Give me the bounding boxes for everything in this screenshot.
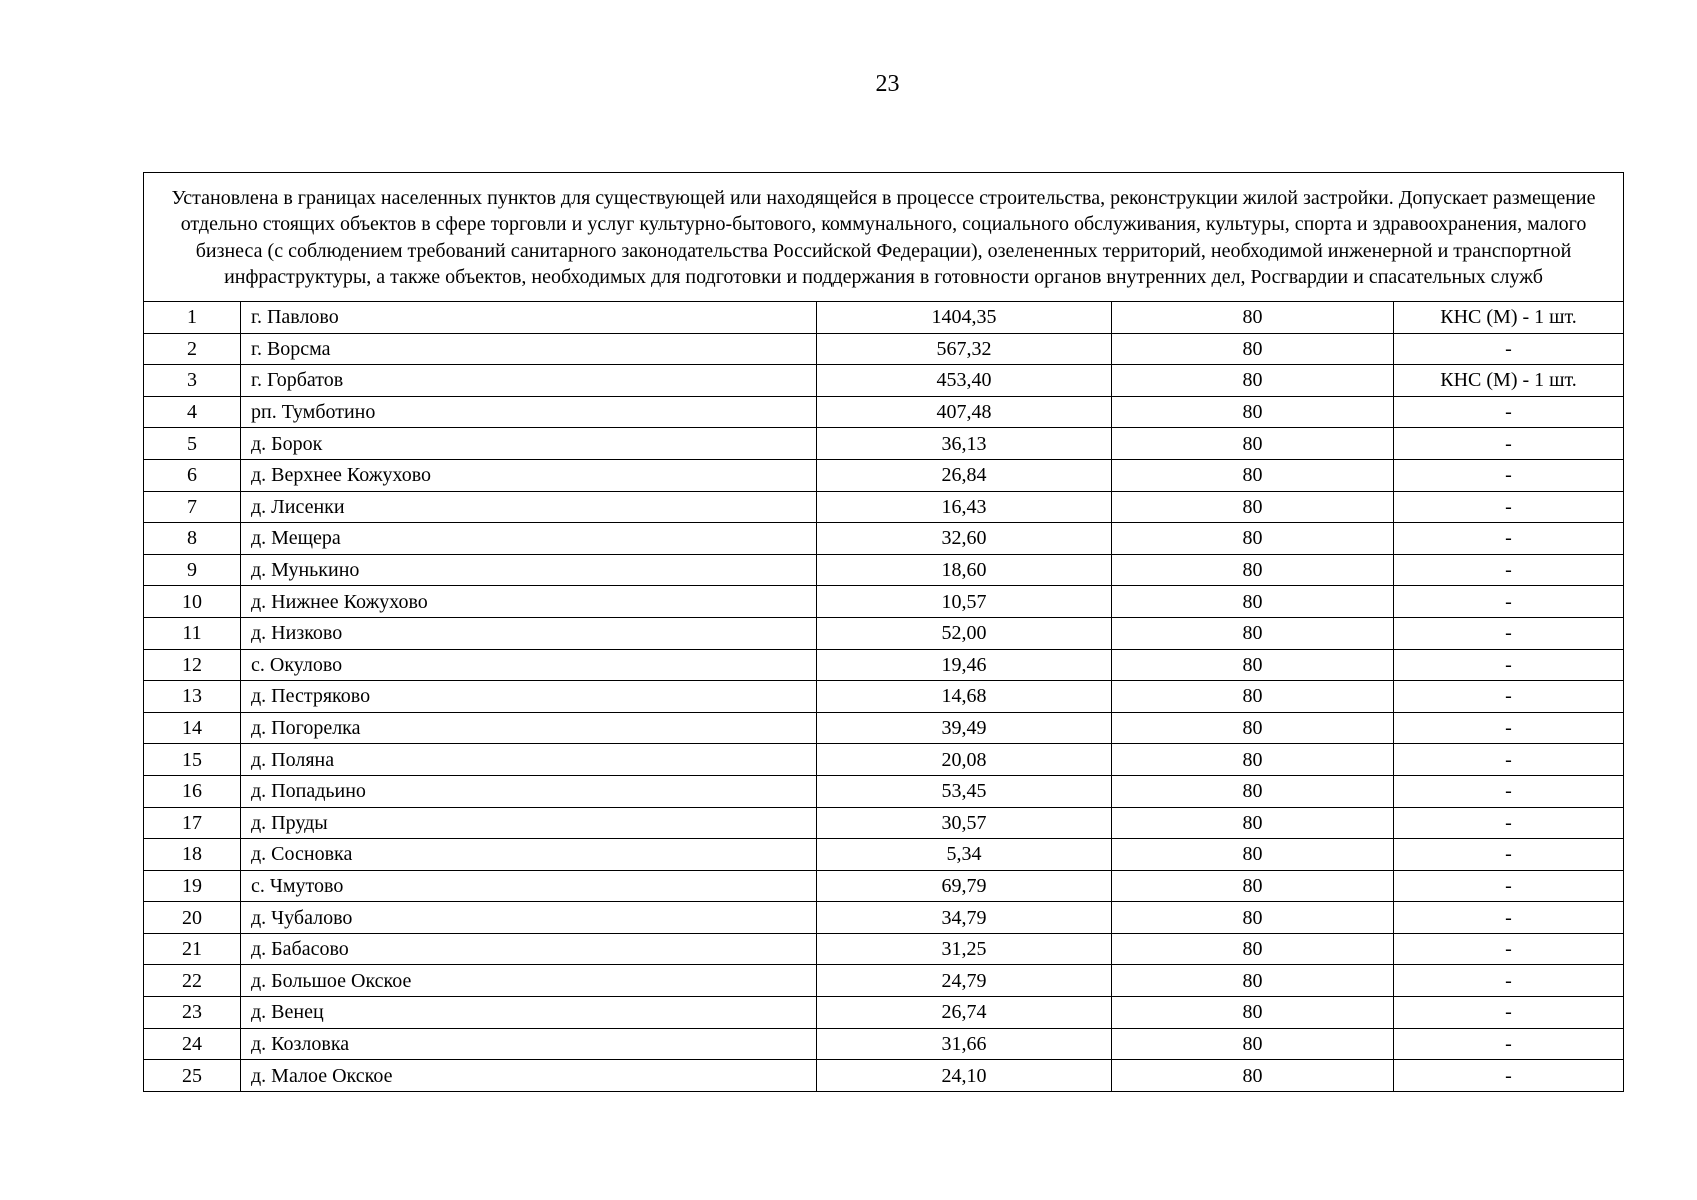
settlement-name: д. Мещера (241, 523, 817, 555)
settlement-name: рп. Тумботино (241, 396, 817, 428)
percent-value: 80 (1112, 1060, 1394, 1092)
row-number: 13 (144, 681, 241, 713)
area-value: 453,40 (817, 365, 1112, 397)
settlement-name: д. Борок (241, 428, 817, 460)
percent-value: 80 (1112, 396, 1394, 428)
area-value: 24,10 (817, 1060, 1112, 1092)
area-value: 26,74 (817, 997, 1112, 1029)
table-row (144, 965, 1624, 997)
area-value: 30,57 (817, 807, 1112, 839)
settlement-name: д. Попадьино (241, 775, 817, 807)
facility-value: - (1394, 396, 1624, 428)
area-value: 24,79 (817, 965, 1112, 997)
facility-value: - (1394, 681, 1624, 713)
row-number: 15 (144, 744, 241, 776)
facility-value: - (1394, 1028, 1624, 1060)
settlement-name: д. Верхнее Кожухово (241, 459, 817, 491)
table-row (144, 870, 1624, 902)
facility-value: - (1394, 807, 1624, 839)
percent-value: 80 (1112, 965, 1394, 997)
settlement-name: д. Погорелка (241, 712, 817, 744)
facility-value: - (1394, 712, 1624, 744)
percent-value: 80 (1112, 428, 1394, 460)
row-number: 22 (144, 965, 241, 997)
facility-value: - (1394, 775, 1624, 807)
table-row (144, 1060, 1624, 1092)
row-number: 14 (144, 712, 241, 744)
percent-value: 80 (1112, 523, 1394, 555)
row-number: 20 (144, 902, 241, 934)
facility-value: КНС (М) - 1 шт. (1394, 302, 1624, 334)
table-row (144, 491, 1624, 523)
facility-value: - (1394, 554, 1624, 586)
percent-value: 80 (1112, 1028, 1394, 1060)
facility-value: - (1394, 586, 1624, 618)
facility-value: - (1394, 617, 1624, 649)
row-number: 24 (144, 1028, 241, 1060)
table-row (144, 617, 1624, 649)
table-row (144, 807, 1624, 839)
settlement-name: д. Нижнее Кожухово (241, 586, 817, 618)
table-body (144, 173, 1624, 1092)
facility-value: КНС (М) - 1 шт. (1394, 365, 1624, 397)
table-row (144, 649, 1624, 681)
facility-value: - (1394, 744, 1624, 776)
table-row (144, 428, 1624, 460)
facility-value: - (1394, 965, 1624, 997)
row-number: 18 (144, 839, 241, 871)
percent-value: 80 (1112, 997, 1394, 1029)
area-value: 69,79 (817, 870, 1112, 902)
facility-value: - (1394, 1060, 1624, 1092)
table-row (144, 554, 1624, 586)
settlement-name: д. Низково (241, 617, 817, 649)
settlement-name: д. Мунькино (241, 554, 817, 586)
row-number: 9 (144, 554, 241, 586)
row-number: 21 (144, 933, 241, 965)
settlement-name: д. Пестряково (241, 681, 817, 713)
settlement-name: д. Сосновка (241, 839, 817, 871)
facility-value: - (1394, 839, 1624, 871)
settlement-name: д. Поляна (241, 744, 817, 776)
facility-value: - (1394, 428, 1624, 460)
area-value: 18,60 (817, 554, 1112, 586)
area-value: 14,68 (817, 681, 1112, 713)
percent-value: 80 (1112, 933, 1394, 965)
area-value: 34,79 (817, 902, 1112, 934)
row-number: 6 (144, 459, 241, 491)
row-number: 17 (144, 807, 241, 839)
settlement-name: д. Чубалово (241, 902, 817, 934)
facility-value: - (1394, 933, 1624, 965)
table-row (144, 1028, 1624, 1060)
settlement-name: д. Венец (241, 997, 817, 1029)
table-row (144, 712, 1624, 744)
description-row (144, 173, 1624, 302)
row-number: 19 (144, 870, 241, 902)
table-row (144, 933, 1624, 965)
row-number: 3 (144, 365, 241, 397)
area-value: 407,48 (817, 396, 1112, 428)
percent-value: 80 (1112, 681, 1394, 713)
row-number: 1 (144, 302, 241, 334)
table-row (144, 681, 1624, 713)
area-value: 567,32 (817, 333, 1112, 365)
settlement-name: г. Ворсма (241, 333, 817, 365)
area-value: 32,60 (817, 523, 1112, 555)
table-row (144, 365, 1624, 397)
row-number: 4 (144, 396, 241, 428)
settlement-name: г. Горбатов (241, 365, 817, 397)
facility-value: - (1394, 649, 1624, 681)
facility-value: - (1394, 997, 1624, 1029)
area-value: 36,13 (817, 428, 1112, 460)
facility-value: - (1394, 523, 1624, 555)
table-row (144, 997, 1624, 1029)
settlement-name: д. Большое Окское (241, 965, 817, 997)
percent-value: 80 (1112, 365, 1394, 397)
percent-value: 80 (1112, 775, 1394, 807)
settlement-name: г. Павлово (241, 302, 817, 334)
area-value: 16,43 (817, 491, 1112, 523)
row-number: 5 (144, 428, 241, 460)
row-number: 12 (144, 649, 241, 681)
settlement-name: д. Бабасово (241, 933, 817, 965)
area-value: 1404,35 (817, 302, 1112, 334)
row-number: 8 (144, 523, 241, 555)
percent-value: 80 (1112, 617, 1394, 649)
facility-value: - (1394, 870, 1624, 902)
percent-value: 80 (1112, 870, 1394, 902)
row-number: 2 (144, 333, 241, 365)
table-row (144, 396, 1624, 428)
table-row (144, 744, 1624, 776)
percent-value: 80 (1112, 649, 1394, 681)
row-number: 11 (144, 617, 241, 649)
percent-value: 80 (1112, 333, 1394, 365)
percent-value: 80 (1112, 302, 1394, 334)
percent-value: 80 (1112, 586, 1394, 618)
row-number: 23 (144, 997, 241, 1029)
table-row (144, 523, 1624, 555)
percent-value: 80 (1112, 902, 1394, 934)
area-value: 52,00 (817, 617, 1112, 649)
facility-value: - (1394, 491, 1624, 523)
percent-value: 80 (1112, 554, 1394, 586)
row-number: 16 (144, 775, 241, 807)
percent-value: 80 (1112, 712, 1394, 744)
zone-table (143, 172, 1624, 1092)
table-row (144, 459, 1624, 491)
area-value: 10,57 (817, 586, 1112, 618)
settlement-name: с. Окулово (241, 649, 817, 681)
settlement-name: д. Пруды (241, 807, 817, 839)
zone-description: Установлена в границах населенных пунктов для существующей или находящейся в процессе строительства, реконструкции жилой застройки. Допускает размещение отдельно стоящих объектов в сфере торговли и услуг культурно-бытового, коммунального, социального обслуживания, культуры, спорта и здравоохранения, малого бизнеса (с соблюдением требований санитарного законодательства Российской Федерации), озелененных территорий, необходимой инженерной и транспортной инфраструктуры, а также объектов, необходимых для подготовки и поддержания в готовности органов внутренних дел, Росгвардии и спасательных служб (144, 173, 1624, 302)
row-number: 7 (144, 491, 241, 523)
row-number: 25 (144, 1060, 241, 1092)
percent-value: 80 (1112, 459, 1394, 491)
area-value: 53,45 (817, 775, 1112, 807)
settlement-name: д. Малое Окское (241, 1060, 817, 1092)
row-number: 10 (144, 586, 241, 618)
area-value: 31,66 (817, 1028, 1112, 1060)
area-value: 5,34 (817, 839, 1112, 871)
percent-value: 80 (1112, 839, 1394, 871)
settlement-name: д. Козловка (241, 1028, 817, 1060)
area-value: 19,46 (817, 649, 1112, 681)
table-row (144, 839, 1624, 871)
page-number: 23 (875, 71, 900, 97)
percent-value: 80 (1112, 807, 1394, 839)
area-value: 31,25 (817, 933, 1112, 965)
percent-value: 80 (1112, 491, 1394, 523)
settlement-name: с. Чмутово (241, 870, 817, 902)
facility-value: - (1394, 459, 1624, 491)
area-value: 26,84 (817, 459, 1112, 491)
facility-value: - (1394, 902, 1624, 934)
area-value: 20,08 (817, 744, 1112, 776)
table-row (144, 302, 1624, 334)
table-row (144, 775, 1624, 807)
percent-value: 80 (1112, 744, 1394, 776)
facility-value: - (1394, 333, 1624, 365)
settlement-name: д. Лисенки (241, 491, 817, 523)
table-row (144, 586, 1624, 618)
table-row (144, 333, 1624, 365)
table-row (144, 902, 1624, 934)
area-value: 39,49 (817, 712, 1112, 744)
